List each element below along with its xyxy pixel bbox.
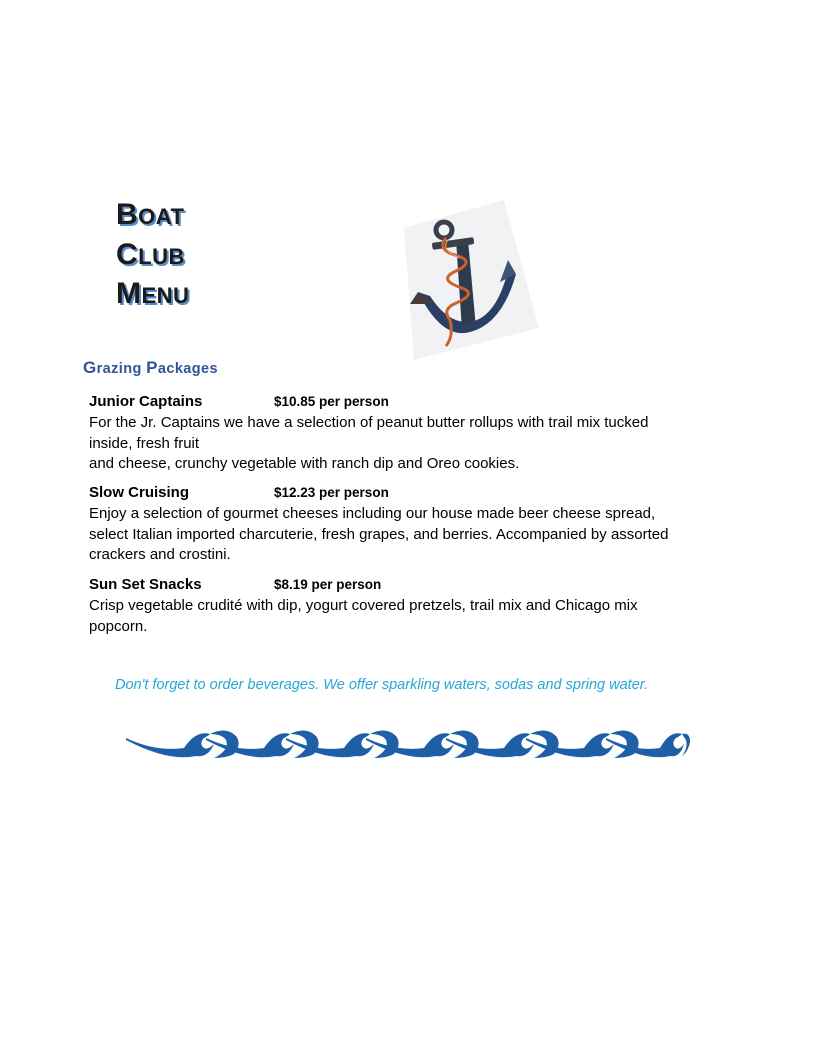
section-heading: Grazing Packages — [83, 358, 218, 377]
item-description: Enjoy a selection of gourmet cheeses including our house made beer cheese spread, select Italian imported charcuterie, fresh grapes, and berries. Accompanied by assorted crackers and crostini. — [89, 505, 669, 564]
item-price: $8.19 per person — [274, 577, 382, 592]
item-description: Crisp vegetable crudité with dip, yogurt covered pretzels, trail mix and Chicago mix popcorn. — [89, 597, 638, 635]
waves-icon — [126, 722, 690, 762]
item-price: $12.23 per person — [274, 485, 389, 500]
title-line-boat: BOAT — [116, 198, 185, 231]
item-name: Sun Set Snacks — [89, 576, 202, 593]
anchor-icon — [384, 200, 539, 365]
menu-item-sun-set-snacks — [89, 576, 729, 637]
item-price: $10.85 per person — [274, 394, 389, 409]
item-description: For the Jr. Captains we have a selection of peanut butter rollups with trail mix tucked inside, fresh fruit and cheese, crunchy vegetable with ranch dip and Oreo cookies. — [89, 414, 649, 473]
item-name: Junior Captains — [89, 393, 203, 410]
item-name: Slow Cruising — [89, 484, 190, 501]
title-line-club: CLUB — [116, 237, 185, 271]
menu-item-junior-captains — [89, 393, 729, 475]
title-line-menu: MENU — [116, 277, 190, 310]
beverage-note: Don't forget to order beverages. We offer sparkling waters, sodas and spring water. — [115, 677, 649, 693]
menu-title — [116, 196, 189, 315]
menu-item-slow-cruising — [89, 484, 729, 566]
